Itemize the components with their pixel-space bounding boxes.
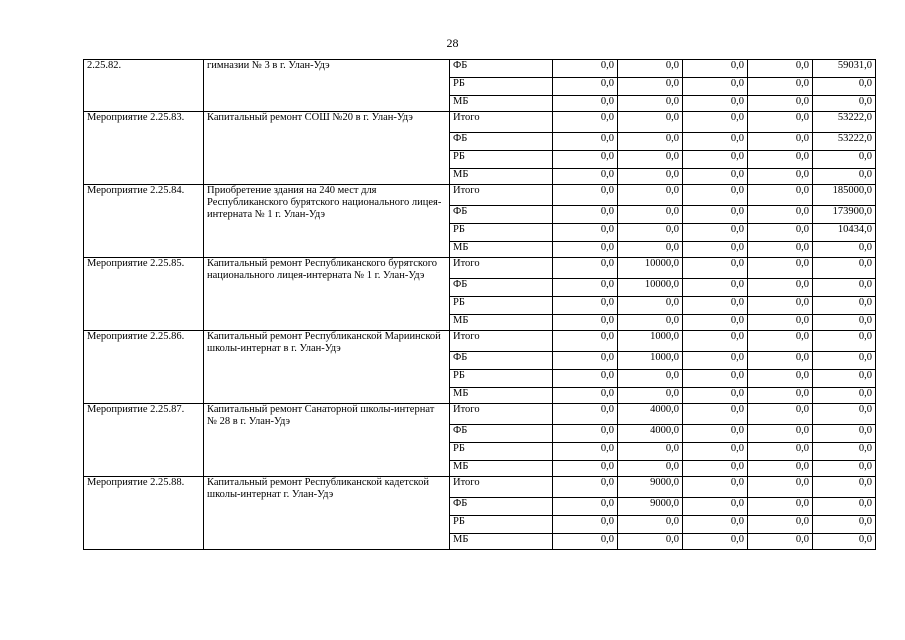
amount-cell: 0,0 xyxy=(748,151,813,169)
amount-cell: 0,0 xyxy=(748,242,813,258)
amount-cell: 9000,0 xyxy=(618,477,683,498)
amount-cell: 0,0 xyxy=(553,477,618,498)
amount-cell: 0,0 xyxy=(813,331,876,352)
measure-name-cell: Мероприятие 2.25.86. xyxy=(84,331,204,404)
funding-source-cell: МБ xyxy=(450,242,553,258)
amount-cell: 173900,0 xyxy=(813,206,876,224)
amount-cell: 0,0 xyxy=(618,133,683,151)
amount-cell: 0,0 xyxy=(683,112,748,133)
amount-cell: 0,0 xyxy=(553,425,618,443)
amount-cell: 0,0 xyxy=(813,461,876,477)
funding-source-cell: Итого xyxy=(450,112,553,133)
funding-source-cell: РБ xyxy=(450,443,553,461)
funding-source-cell: Итого xyxy=(450,331,553,352)
measure-name-cell: Мероприятие 2.25.85. xyxy=(84,258,204,331)
measure-name-cell: Мероприятие 2.25.84. xyxy=(84,185,204,258)
amount-cell: 0,0 xyxy=(748,206,813,224)
amount-cell: 0,0 xyxy=(748,60,813,78)
amount-cell: 0,0 xyxy=(553,498,618,516)
amount-cell: 10000,0 xyxy=(618,279,683,297)
amount-cell: 0,0 xyxy=(683,461,748,477)
funding-source-cell: ФБ xyxy=(450,498,553,516)
funding-source-cell: ФБ xyxy=(450,133,553,151)
amount-cell: 0,0 xyxy=(618,443,683,461)
table-row xyxy=(84,477,876,498)
amount-cell: 185000,0 xyxy=(813,185,876,206)
amount-cell: 0,0 xyxy=(683,370,748,388)
amount-cell: 0,0 xyxy=(683,151,748,169)
amount-cell: 0,0 xyxy=(683,133,748,151)
amount-cell: 0,0 xyxy=(748,315,813,331)
amount-cell: 0,0 xyxy=(748,404,813,425)
amount-cell: 10434,0 xyxy=(813,224,876,242)
measure-description-cell: Капитальный ремонт Республиканской Мариинской школы-интернат в г. Улан-Удэ xyxy=(204,331,450,404)
amount-cell: 0,0 xyxy=(683,185,748,206)
amount-cell: 0,0 xyxy=(813,516,876,534)
table-row xyxy=(84,60,876,78)
amount-cell: 0,0 xyxy=(683,498,748,516)
amount-cell: 0,0 xyxy=(553,242,618,258)
funding-source-cell: РБ xyxy=(450,151,553,169)
amount-cell: 0,0 xyxy=(618,242,683,258)
funding-source-cell: МБ xyxy=(450,461,553,477)
amount-cell: 0,0 xyxy=(813,315,876,331)
amount-cell: 0,0 xyxy=(813,169,876,185)
amount-cell: 0,0 xyxy=(553,331,618,352)
measure-name-cell: 2.25.82. xyxy=(84,60,204,112)
funding-source-cell: Итого xyxy=(450,185,553,206)
amount-cell: 0,0 xyxy=(683,96,748,112)
amount-cell: 0,0 xyxy=(618,169,683,185)
amount-cell: 0,0 xyxy=(683,425,748,443)
amount-cell: 0,0 xyxy=(553,388,618,404)
amount-cell: 0,0 xyxy=(748,425,813,443)
amount-cell: 0,0 xyxy=(813,279,876,297)
amount-cell: 0,0 xyxy=(553,112,618,133)
amount-cell: 0,0 xyxy=(683,258,748,279)
amount-cell: 0,0 xyxy=(618,388,683,404)
amount-cell: 0,0 xyxy=(618,185,683,206)
amount-cell: 0,0 xyxy=(748,461,813,477)
table-row xyxy=(84,185,876,206)
amount-cell: 0,0 xyxy=(553,224,618,242)
amount-cell: 0,0 xyxy=(748,388,813,404)
budget-table-body xyxy=(84,60,876,550)
amount-cell: 0,0 xyxy=(683,388,748,404)
amount-cell: 0,0 xyxy=(553,169,618,185)
measure-description-cell: гимназии № 3 в г. Улан-Удэ xyxy=(204,60,450,112)
amount-cell: 0,0 xyxy=(618,534,683,550)
amount-cell: 0,0 xyxy=(748,258,813,279)
amount-cell: 0,0 xyxy=(553,206,618,224)
amount-cell: 1000,0 xyxy=(618,352,683,370)
amount-cell: 0,0 xyxy=(813,425,876,443)
amount-cell: 0,0 xyxy=(813,477,876,498)
amount-cell: 0,0 xyxy=(813,388,876,404)
measure-description-cell: Капитальный ремонт СОШ №20 в г. Улан-Удэ xyxy=(204,112,450,185)
page-number: 28 xyxy=(446,36,459,50)
amount-cell: 0,0 xyxy=(748,169,813,185)
funding-source-cell: Итого xyxy=(450,258,553,279)
amount-cell: 0,0 xyxy=(618,297,683,315)
amount-cell: 0,0 xyxy=(748,352,813,370)
amount-cell: 1000,0 xyxy=(618,331,683,352)
table-row xyxy=(84,258,876,279)
amount-cell: 0,0 xyxy=(553,461,618,477)
amount-cell: 53222,0 xyxy=(813,112,876,133)
amount-cell: 0,0 xyxy=(748,133,813,151)
measure-description-cell: Капитальный ремонт Республиканского бурятского национального лицея-интерната № 1 г. Улан-Удэ xyxy=(204,258,450,331)
measure-description-cell: Приобретение здания на 240 мест для Республиканского бурятского национального лицея-интерната № 1 г. Улан-Удэ xyxy=(204,185,450,258)
table-row xyxy=(84,112,876,133)
funding-source-cell: РБ xyxy=(450,224,553,242)
amount-cell: 0,0 xyxy=(683,404,748,425)
amount-cell: 0,0 xyxy=(553,297,618,315)
amount-cell: 0,0 xyxy=(748,185,813,206)
amount-cell: 0,0 xyxy=(813,151,876,169)
amount-cell: 0,0 xyxy=(683,242,748,258)
amount-cell: 0,0 xyxy=(618,96,683,112)
measure-name-cell: Мероприятие 2.25.87. xyxy=(84,404,204,477)
amount-cell: 0,0 xyxy=(618,224,683,242)
amount-cell: 0,0 xyxy=(813,242,876,258)
amount-cell: 0,0 xyxy=(618,151,683,169)
funding-source-cell: МБ xyxy=(450,169,553,185)
amount-cell: 0,0 xyxy=(553,534,618,550)
amount-cell: 0,0 xyxy=(683,534,748,550)
funding-source-cell: ФБ xyxy=(450,279,553,297)
amount-cell: 0,0 xyxy=(553,60,618,78)
measure-name-cell: Мероприятие 2.25.88. xyxy=(84,477,204,550)
funding-source-cell: ФБ xyxy=(450,425,553,443)
amount-cell: 0,0 xyxy=(813,96,876,112)
amount-cell: 0,0 xyxy=(813,258,876,279)
funding-source-cell: РБ xyxy=(450,297,553,315)
amount-cell: 0,0 xyxy=(618,78,683,96)
amount-cell: 0,0 xyxy=(748,297,813,315)
amount-cell: 0,0 xyxy=(748,534,813,550)
amount-cell: 59031,0 xyxy=(813,60,876,78)
amount-cell: 0,0 xyxy=(553,258,618,279)
measure-description-cell: Капитальный ремонт Санаторной школы-интернат № 28 в г. Улан-Удэ xyxy=(204,404,450,477)
amount-cell: 0,0 xyxy=(683,206,748,224)
funding-source-cell: РБ xyxy=(450,516,553,534)
amount-cell: 0,0 xyxy=(748,516,813,534)
funding-source-cell: Итого xyxy=(450,477,553,498)
funding-source-cell: МБ xyxy=(450,388,553,404)
amount-cell: 0,0 xyxy=(553,279,618,297)
amount-cell: 0,0 xyxy=(553,78,618,96)
amount-cell: 0,0 xyxy=(748,224,813,242)
funding-source-cell: МБ xyxy=(450,534,553,550)
amount-cell: 0,0 xyxy=(553,133,618,151)
amount-cell: 0,0 xyxy=(618,60,683,78)
amount-cell: 0,0 xyxy=(683,315,748,331)
amount-cell: 0,0 xyxy=(553,352,618,370)
amount-cell: 0,0 xyxy=(683,352,748,370)
amount-cell: 4000,0 xyxy=(618,404,683,425)
funding-source-cell: РБ xyxy=(450,370,553,388)
amount-cell: 0,0 xyxy=(553,315,618,331)
amount-cell: 9000,0 xyxy=(618,498,683,516)
funding-source-cell: РБ xyxy=(450,78,553,96)
amount-cell: 0,0 xyxy=(748,279,813,297)
funding-source-cell: ФБ xyxy=(450,206,553,224)
amount-cell: 0,0 xyxy=(683,516,748,534)
amount-cell: 0,0 xyxy=(813,404,876,425)
amount-cell: 0,0 xyxy=(813,534,876,550)
amount-cell: 0,0 xyxy=(748,443,813,461)
amount-cell: 0,0 xyxy=(748,370,813,388)
funding-source-cell: МБ xyxy=(450,315,553,331)
funding-source-cell: МБ xyxy=(450,96,553,112)
measure-name-cell: Мероприятие 2.25.83. xyxy=(84,112,204,185)
amount-cell: 0,0 xyxy=(618,516,683,534)
amount-cell: 0,0 xyxy=(683,60,748,78)
amount-cell: 0,0 xyxy=(618,370,683,388)
table-row xyxy=(84,404,876,425)
budget-table xyxy=(83,59,876,550)
table-row xyxy=(84,331,876,352)
amount-cell: 0,0 xyxy=(553,443,618,461)
amount-cell: 0,0 xyxy=(553,185,618,206)
amount-cell: 0,0 xyxy=(683,297,748,315)
amount-cell: 0,0 xyxy=(748,331,813,352)
amount-cell: 0,0 xyxy=(553,370,618,388)
amount-cell: 0,0 xyxy=(813,370,876,388)
amount-cell: 0,0 xyxy=(553,516,618,534)
amount-cell: 0,0 xyxy=(683,78,748,96)
amount-cell: 0,0 xyxy=(748,96,813,112)
funding-source-cell: ФБ xyxy=(450,352,553,370)
amount-cell: 0,0 xyxy=(748,477,813,498)
amount-cell: 0,0 xyxy=(683,224,748,242)
amount-cell: 0,0 xyxy=(813,443,876,461)
amount-cell: 0,0 xyxy=(813,78,876,96)
amount-cell: 0,0 xyxy=(813,498,876,516)
amount-cell: 0,0 xyxy=(748,498,813,516)
amount-cell: 0,0 xyxy=(683,331,748,352)
amount-cell: 0,0 xyxy=(618,112,683,133)
amount-cell: 0,0 xyxy=(683,279,748,297)
amount-cell: 53222,0 xyxy=(813,133,876,151)
amount-cell: 0,0 xyxy=(618,461,683,477)
amount-cell: 0,0 xyxy=(553,404,618,425)
measure-description-cell: Капитальный ремонт Республиканской кадетской школы-интернат г. Улан-Удэ xyxy=(204,477,450,550)
amount-cell: 0,0 xyxy=(618,206,683,224)
amount-cell: 0,0 xyxy=(553,151,618,169)
amount-cell: 0,0 xyxy=(813,352,876,370)
amount-cell: 0,0 xyxy=(748,112,813,133)
amount-cell: 0,0 xyxy=(553,96,618,112)
amount-cell: 0,0 xyxy=(748,78,813,96)
amount-cell: 0,0 xyxy=(683,477,748,498)
amount-cell: 0,0 xyxy=(813,297,876,315)
funding-source-cell: Итого xyxy=(450,404,553,425)
amount-cell: 0,0 xyxy=(683,169,748,185)
funding-source-cell: ФБ xyxy=(450,60,553,78)
amount-cell: 10000,0 xyxy=(618,258,683,279)
amount-cell: 0,0 xyxy=(683,443,748,461)
amount-cell: 4000,0 xyxy=(618,425,683,443)
amount-cell: 0,0 xyxy=(618,315,683,331)
